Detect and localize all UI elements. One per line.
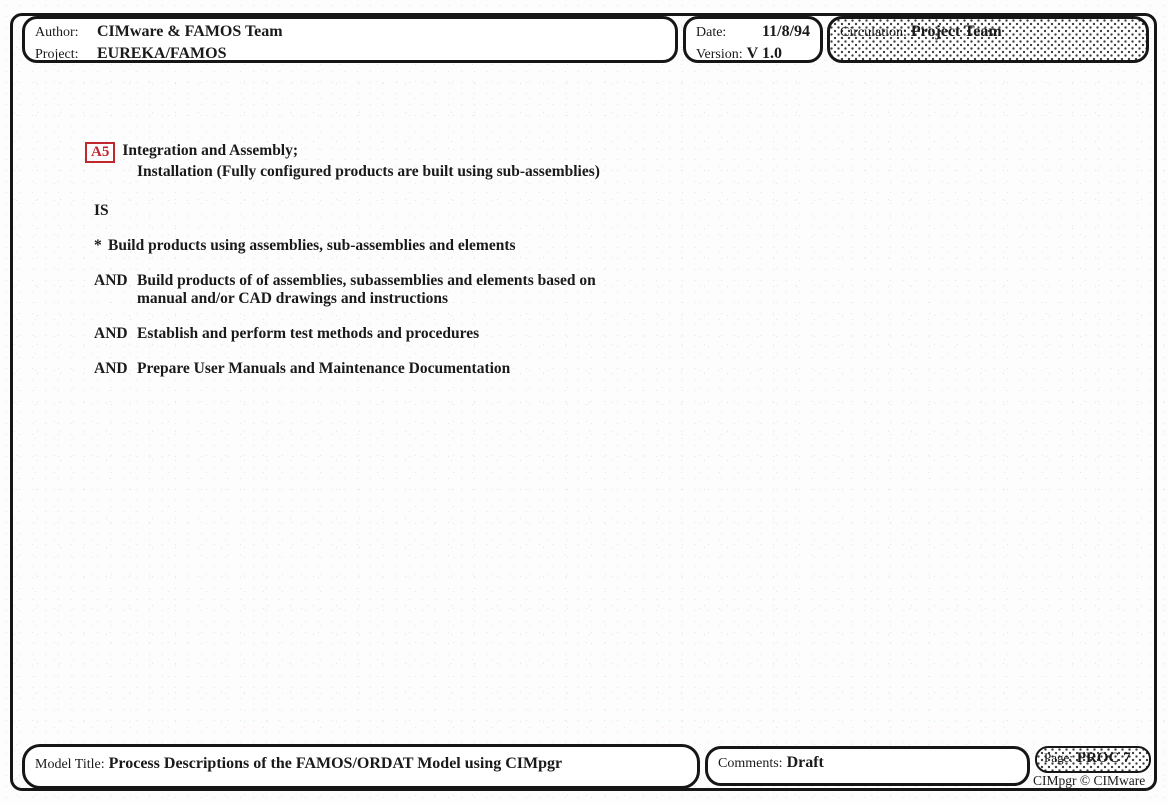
model-title-row (35, 753, 691, 775)
process-description (85, 142, 725, 378)
author-label: Author: (35, 25, 79, 40)
page-value: PROC 7 (1076, 750, 1131, 766)
node-id-box: A5 (85, 142, 115, 163)
page-outer-border (10, 13, 1157, 791)
author-project-box (22, 16, 678, 63)
model-title-label: Model Title: (35, 757, 105, 772)
item-text: Build products using assemblies, sub-assemblies and elements (108, 237, 516, 254)
page-label: Page: (1044, 750, 1073, 765)
date-version-box (683, 16, 823, 63)
comments-row (718, 752, 1021, 774)
project-row (35, 43, 669, 65)
item-prefix: AND (94, 360, 128, 377)
item-text-line2: manual and/or CAD drawings and instructions (137, 290, 449, 307)
process-title-line2: Installation (Fully configured products are built using sub-assemblies) (137, 163, 600, 180)
is-keyword: IS (94, 202, 109, 219)
item-text: Prepare User Manuals and Maintenance Documentation (137, 360, 511, 377)
version-label: Version: (696, 47, 743, 62)
version-row (696, 43, 814, 65)
project-value: EUREKA/FAMOS (97, 45, 227, 62)
item-prefix: AND (94, 325, 128, 342)
circulation-box (827, 16, 1149, 63)
comments-label: Comments: (718, 756, 783, 771)
version-value: V 1.0 (746, 45, 782, 62)
page-number-box (1035, 746, 1151, 773)
process-item (85, 325, 725, 343)
date-value: 11/8/94 (762, 23, 811, 40)
process-item (85, 360, 725, 378)
model-title-box (22, 744, 700, 789)
project-label: Project: (35, 47, 79, 62)
comments-box (705, 746, 1030, 786)
item-text (137, 272, 725, 308)
circulation-value: Project Team (910, 23, 1002, 40)
item-prefix: AND (94, 272, 128, 289)
item-text-line1: Build products of of assemblies, subassemblies and elements based on (137, 272, 596, 289)
date-row (696, 21, 814, 43)
circulation-label: Circulation: (840, 25, 907, 40)
comments-value: Draft (786, 754, 824, 771)
date-label: Date: (696, 25, 727, 40)
author-value: CIMware & FAMOS Team (97, 23, 283, 40)
item-prefix: * (94, 237, 102, 254)
author-row (35, 21, 669, 43)
item-text: Establish and perform test methods and procedures (137, 325, 480, 342)
copyright-text: CIMpgr © CIMware (1033, 773, 1146, 788)
process-title-row (85, 142, 725, 163)
process-item (85, 237, 725, 255)
model-title-value: Process Descriptions of the FAMOS/ORDAT Model using CIMpgr (108, 755, 563, 772)
process-title-line1: Integration and Assembly; (122, 142, 299, 159)
process-item (85, 272, 725, 308)
circulation-row (840, 21, 1140, 43)
